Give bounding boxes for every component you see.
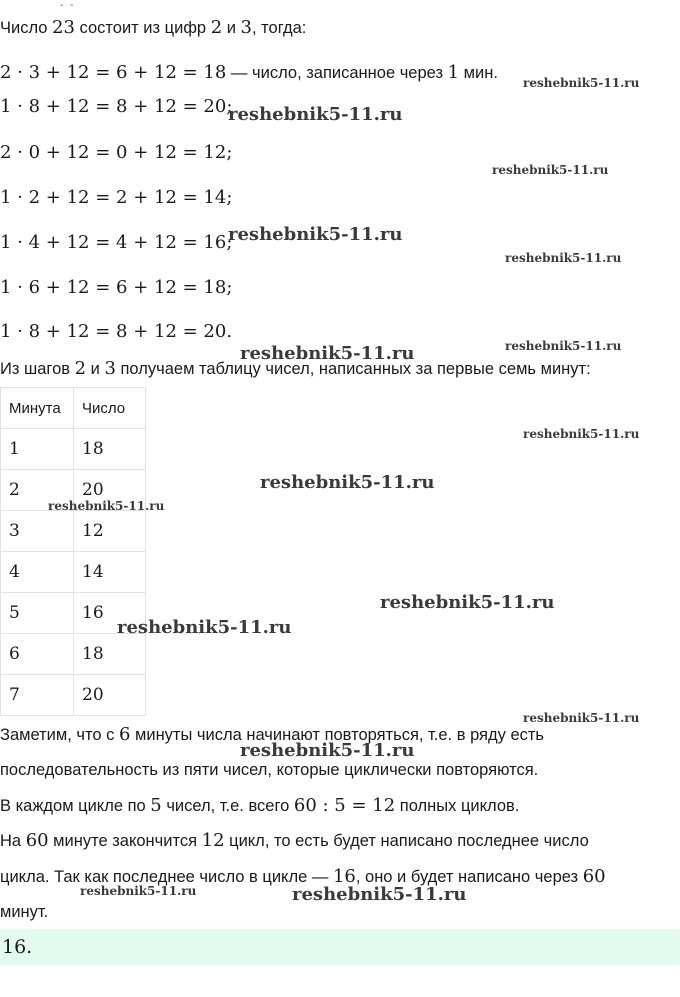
paragraph-cycles: В каждом цикле по 5 чисел, т.е. всего 60 : 5 = 12 полных циклов. [0,795,520,816]
table-header-row [1,388,146,429]
table-row [1,675,146,716]
table-cell-number: 20 [74,470,146,511]
watermark: reshebnik5-11.ru [492,163,609,177]
watermark: reshebnik5-11.ru [117,617,292,638]
watermark: reshebnik5-11.ru [260,472,435,493]
table-cell-minute: 1 [1,429,74,470]
table-row [1,634,146,675]
table-cell-number: 12 [74,511,146,552]
watermark: reshebnik5-11.ru [228,224,403,245]
intro-line: Число 23 состоит из цифр 2 и 3, тогда: [0,17,307,38]
watermark: reshebnik5-11.ru [48,499,165,513]
paragraph-repeat: Заметим, что с 6 минуты числа начинают повторяться, т.е. в ряду есть [0,724,545,745]
paragraph-last-cont: цикла. Так как последнее число в цикле — 16, оно и будет написано через 60 [0,866,606,887]
table-cell-number: 14 [74,552,146,593]
watermark: reshebnik5-11.ru [80,884,197,898]
table-cell-minute: 2 [1,470,74,511]
equation-7: 1 · 8 + 12 = 8 + 12 = 20. [0,321,233,342]
table-row [1,429,146,470]
table-cell-number: 18 [74,429,146,470]
equation-1: 2 · 3 + 12 = 6 + 12 = 18 — число, записанное через 1 мин. [0,62,498,83]
top-marks: - - [60,0,76,11]
equation-6: 1 · 6 + 12 = 6 + 12 = 18; [0,277,233,298]
paragraph-last-end: минут. [0,903,49,921]
table-cell-number: 16 [74,593,146,634]
watermark: reshebnik5-11.ru [240,740,415,761]
equation-5: 1 · 4 + 12 = 4 + 12 = 16; [0,232,233,253]
watermark: reshebnik5-11.ru [505,251,622,265]
table-cell-minute: 7 [1,675,74,716]
table-cell-number: 20 [74,675,146,716]
watermark: reshebnik5-11.ru [292,884,467,905]
table-cell-minute: 5 [1,593,74,634]
table-header-minute: Минута [1,388,74,429]
table-header-number: Число [74,388,146,429]
watermark: reshebnik5-11.ru [523,711,640,725]
table-row [1,552,146,593]
watermark: reshebnik5-11.ru [523,427,640,441]
watermark: reshebnik5-11.ru [523,76,640,90]
paragraph-last: На 60 минуте закончится 12 цикл, то есть будет написано последнее число [0,830,589,851]
table-cell-minute: 6 [1,634,74,675]
watermark: reshebnik5-11.ru [380,592,555,613]
table-cell-number: 18 [74,634,146,675]
answer-box: 16. [0,929,680,965]
equation-3: 2 · 0 + 12 = 0 + 12 = 12; [0,142,233,163]
paragraph-repeat-cont: последовательность из пяти чисел, которые циклически повторяются. [0,761,539,779]
watermark: reshebnik5-11.ru [240,343,415,364]
equation-4: 1 · 2 + 12 = 2 + 12 = 14; [0,187,233,208]
table-cell-minute: 3 [1,511,74,552]
equation-2: 1 · 8 + 12 = 8 + 12 = 20; [0,96,233,117]
table-row [1,511,146,552]
watermark: reshebnik5-11.ru [228,104,403,125]
minutes-table [0,387,146,716]
watermark: reshebnik5-11.ru [505,339,622,353]
steps-text: Из шагов 2 и 3 получаем таблицу чисел, написанных за первые семь минут: [0,358,591,379]
table-cell-minute: 4 [1,552,74,593]
